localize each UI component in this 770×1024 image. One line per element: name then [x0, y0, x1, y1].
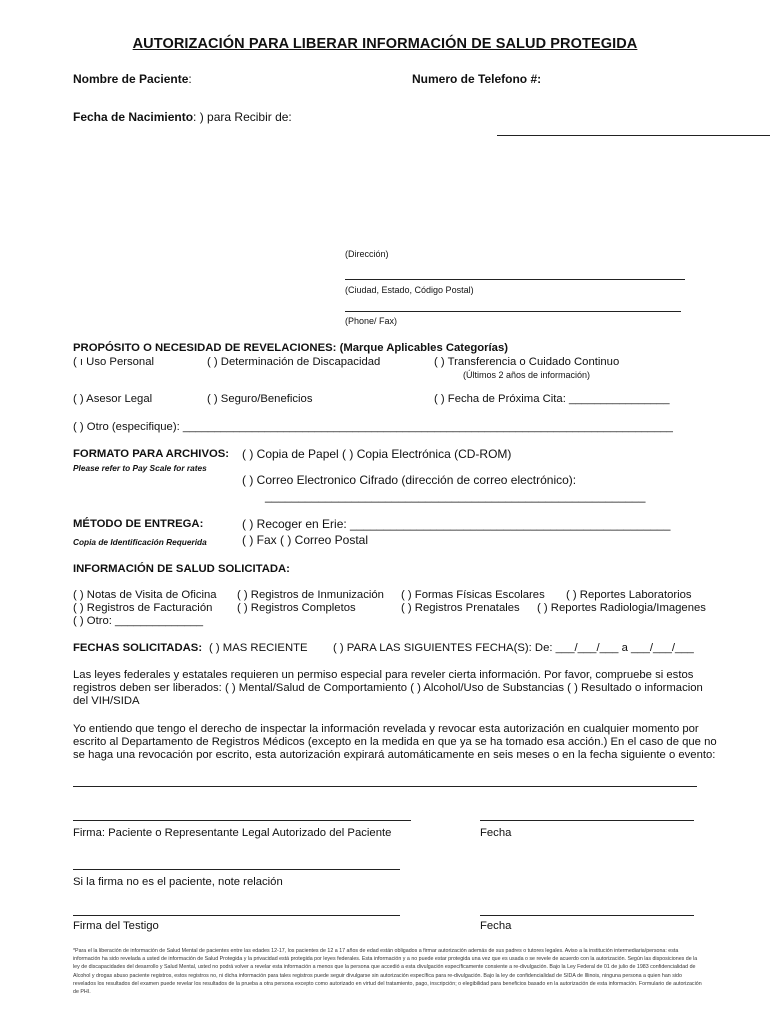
purpose-legal-checkbox[interactable]: ( ) Asesor Legal [73, 393, 153, 405]
purpose-transfer-note: (Últimos 2 años de información) [463, 370, 591, 380]
city-line[interactable] [345, 279, 685, 280]
info-radiology-checkbox[interactable]: ( ) Reportes Radiologia/Imagenes [537, 602, 706, 614]
info-prenatal-checkbox[interactable]: ( ) Registros Prenatales [401, 602, 520, 614]
witness-signature-line[interactable] [73, 915, 400, 916]
city-label: (Ciudad, Estado, Código Postal) [345, 285, 474, 295]
delivery-heading: MÉTODO DE ENTREGA: [73, 518, 204, 530]
info-immunization-checkbox[interactable]: ( ) Registros de Inmunización [237, 589, 384, 601]
info-other-field[interactable]: ( ) Otro: ______________ [73, 615, 204, 627]
address-label: (Dirección) [345, 249, 389, 259]
rights-paragraph: Yo entiendo que tengo el derecho de inspectar la información revelada y revocar esta autorización en cualquier momento por escrito al Departamento de Registros Médicos (excepto en la medida en que ya se ha tomado esa acción.) En el caso de que no se haga una revocación por escrito, esta autorización expirará automáticamente en seis meses o en la fecha siguiente o evento: [73, 723, 717, 761]
date2-line[interactable] [480, 915, 694, 916]
witness-signature-label: Firma del Testigo [73, 920, 159, 932]
phone-label: Numero de Telefono #: [412, 72, 542, 86]
phonefax-line[interactable] [345, 311, 681, 312]
dob-suffix: : ) para Recibir de: [193, 110, 292, 124]
purpose-personal-checkbox[interactable]: ( ı Uso Personal [73, 356, 154, 368]
purpose-transfer-checkbox[interactable]: ( ) Transferencia o Cuidado Continuo [434, 356, 620, 368]
purpose-next-date-checkbox[interactable]: ( ) Fecha de Próxima Cita: ________________ [434, 393, 670, 405]
format-options[interactable]: ( ) Copia de Papel ( ) Copia Electrónica (CD-ROM) [242, 447, 512, 461]
info-office-notes-checkbox[interactable]: ( ) Notas de Visita de Oficina [73, 589, 217, 601]
phonefax-label: (Phone/ Fax) [345, 316, 398, 326]
dob-label: Fecha de Nacimiento [73, 110, 194, 124]
patient-name-row [73, 72, 192, 86]
date2-label: Fecha [480, 920, 512, 932]
relation-label: Si la firma no es el paciente, note relación [73, 876, 283, 888]
patient-name-label: Nombre de Paciente [73, 72, 189, 86]
delivery-fax-mail-checkbox[interactable]: ( ) Fax ( ) Correo Postal [242, 533, 369, 547]
recipient-name-line[interactable] [497, 135, 770, 136]
dates-range-field[interactable]: ( ) PARA LAS SIGUIENTES FECHA(S): De: ___/___/___ a ___/___/___ [333, 642, 694, 654]
purpose-disability-checkbox[interactable]: ( ) Determinación de Discapacidad [207, 356, 381, 368]
date1-label: Fecha [480, 827, 512, 839]
laws-paragraph: Las leyes federales y estatales requieren un permiso especial para reveler cierta información. Por favor, compruebe si estos registros deben ser liberados: ( ) Mental/Salud de Comportamiento ( ) Alcohol/Uso de Substancias ( ) Resultado o informacion del VIH/SIDA [73, 669, 703, 707]
purpose-heading: PROPÓSITO O NECESIDAD DE REVELACIONES: (Marque Aplicables Categorías) [73, 342, 509, 354]
dates-most-recent-checkbox[interactable]: ( ) MAS RECIENTE [209, 642, 308, 654]
dob-row [73, 110, 292, 124]
delivery-id-note: Copia de Identificación Requerida [73, 537, 207, 547]
legal-footnote: *Para el la liberación de información de Salud Mental de pacientes entre las edades 12-17, los pacientes de 12 a 17 años de edad están obligados a firmar autorización además de sus padres o tutores legales. Aviso a la institución intermediaria/persona: esta información ha sido revelada a usted de información de Salud Protegida y la privacidad está protegida por leyes federales. Esta información y a no puede estar protegida una vez que es usada o se revele de acuerdo con la autorización. Según las disposiciones de la ley de discapacidades del desarrollo y Salud Mental, usted no podrá volver a revelar esta información a menos que la persona que accedió a esta divulgación específicamente consiente a re-divulgación. Bajo la Ley Federal de 01 de julio de 1983 confidencialidad de Alcohol y drogas abuso paciente registros, estos registros no, ni dicha información para tales registros puede seguir divulgarse sin autorización específica para re-divulgación. Bajo la ley de confidencialidad de SIDA de Illinois, ninguna persona a quien han sido revelados los resultados del examen puede revelar los resultados de la prueba a otra persona excepto como autorizado en virtud del tratamiento, pago, inscripción; o elegibilidad para beneficios basado en la autorización de esta información. Formulario de autorización de PHI. [73, 948, 702, 996]
format-encrypted-email-checkbox[interactable]: ( ) Correo Electronico Cifrado (dirección de correo electrónico): [242, 473, 577, 487]
purpose-other-field[interactable]: ( ) Otro (especifique): ______________________________________________________________________________ [73, 421, 673, 433]
purpose-insurance-checkbox[interactable]: ( ) Seguro/Beneficios [207, 393, 313, 405]
info-heading: INFORMACIÓN DE SALUD SOLICITADA: [73, 563, 290, 575]
form-title: AUTORIZACIÓN PARA LIBERAR INFORMACIÓN DE SALUD PROTEGIDA [132, 36, 638, 52]
format-email-line[interactable]: _________________________________________________________ [265, 489, 646, 503]
info-complete-records-checkbox[interactable]: ( ) Registros Completos [237, 602, 356, 614]
info-billing-checkbox[interactable]: ( ) Registros de Facturación [73, 602, 213, 614]
relation-line[interactable] [73, 869, 400, 870]
info-school-forms-checkbox[interactable]: ( ) Formas Físicas Escolares [401, 589, 545, 601]
patient-signature-label: Firma: Paciente o Representante Legal Autorizado del Paciente [73, 827, 392, 839]
dates-heading: FECHAS SOLICITADAS: [73, 642, 203, 654]
event-line[interactable] [73, 786, 697, 787]
date1-line[interactable] [480, 820, 694, 821]
format-heading: FORMATO PARA ARCHIVOS: [73, 448, 230, 460]
info-lab-reports-checkbox[interactable]: ( ) Reportes Laboratorios [566, 589, 692, 601]
patient-name-colon: : [188, 72, 192, 86]
format-note: Please refer to Pay Scale for rates [73, 463, 207, 473]
patient-signature-line[interactable] [73, 820, 411, 821]
delivery-pickup-checkbox[interactable]: ( ) Recoger en Erie: ________________________________________________ [242, 517, 671, 531]
